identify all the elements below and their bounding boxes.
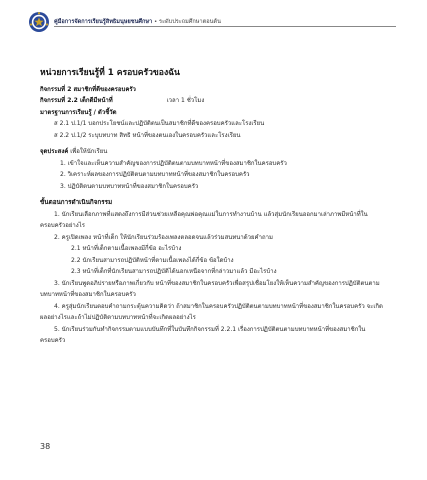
objective-intro: เพื่อให้นักเรียน: [70, 148, 108, 155]
header-subtitle: • ระดับประถมศึกษาตอนต้น: [152, 19, 221, 25]
standards-heading: มาตรฐานการเรียนรู้ / ตัวชี้วัด: [40, 108, 117, 116]
header-title: [54, 18, 221, 26]
step-item: 4. ครูสุ่มนักเรียนตอบคำถามกระตุ้นความคิดว่า ถ้าสมาชิกในครอบครัวปฏิบัติตนตามบทบาทหน้าที่ของสมาชิกในครอบครัว จะเกิดผลอย่างไรและถ้าไม่ปฏิบัติตามบทบาทหน้าที่จะเกิดผลอย่างไร: [40, 302, 383, 321]
objective-item: 3. ปฏิบัติตนตามบทบาทหน้าที่ของสมาชิกในครอบครัว: [60, 182, 199, 190]
steps-heading: ขั้นตอนการดำเนินกิจกรรม: [40, 199, 113, 206]
step-item: 3. นักเรียนพูดอภิปรายหรือภาพเกี่ยวกับ หน้าที่ของสมาชิกในครอบครัวเพื่อสรุปเชื่อมโยงให้เห็นความสำคัญของการปฏิบัติตนตามบทบาทหน้าที่ของสมาชิกในครอบครัว: [40, 279, 380, 298]
step-item: 1. นักเรียนเลือกภาพที่แสดงถึงการมีส่วนช่วยเหลือคุณพ่อคุณแม่ในการทำงานบ้าน แล้วสุ่มนักเรียนออกมาเล่าภาพมีหน้าที่ในครอบครัวอย่างไร: [40, 210, 368, 229]
activity-title: กิจกรรมที่ 2 สมาชิกที่ดีของครอบครัว: [40, 85, 136, 93]
sub-activity-title: กิจกรรมที่ 2.2 เด็กดีมีหน้าที่: [40, 97, 113, 104]
objective-row: [40, 146, 390, 158]
activity-time: เวลา 1 ชั่วโมง: [166, 97, 205, 104]
standard-item: ส 2.1 ป.1/1 บอกประโยชน์และปฏิบัติตนเป็นสมาชิกที่ดีของครอบครัวและโรงเรียน: [54, 120, 265, 127]
objective-item: 2. วิเคราะห์ผลของการปฏิบัติตนตามบทบาทหน้าที่ของสมาชิกในครอบครัว: [60, 171, 250, 178]
document-body: [40, 68, 390, 347]
step-sub-item: 2.3 หน้าที่เด็กที่นักเรียนสามารถปฏิบัติได้นอกเหนือจากที่กล่าวมาแล้ว มีอะไรบ้าง: [71, 268, 277, 275]
standard-item: ส 2.2 ป.1/2 ระบุบทบาท สิทธิ หน้าที่ของตนเองในครอบครัวและโรงเรียน: [54, 131, 241, 139]
step-item: 5. นักเรียนร่วมกันทำกิจกรรมตามแบบบันทึกที่ในบันทึกกิจกรรมที่ 2.2.1 เรื่องการปฏิบัติตนตามบทบาทหน้าที่ของสมาชิกในครอบครัว: [40, 325, 366, 344]
sub-activity-row: [40, 95, 390, 107]
objective-item: 1. เข้าใจและเห็นความสำคัญของการปฏิบัติตนตามบทบาทหน้าที่ของสมาชิกในครอบครัว: [60, 159, 287, 167]
page-number: 38: [40, 442, 51, 451]
step-sub-item: 2.1 หน้าที่เด็กตามเนื้อเพลงมีกี่ข้อ อะไรบ้าง: [71, 245, 182, 252]
unit-title: หน่วยการเรียนรู้ที่ 1 ครอบครัวของฉัน: [40, 68, 180, 78]
step-item: 2. ครูเปิดเพลง หน้าที่เด็ก ให้นักเรียนร่วมร้องเพลงตลอดจนแล้วร่วมสนทนาด้วยคำถาม: [54, 233, 273, 241]
step-sub-item: 2.2 นักเรียนสามารถปฏิบัติหน้าที่ตามเนื้อเพลงได้กี่ข้อ ข้อใดบ้าง: [71, 256, 234, 264]
header-title-main: คู่มือการจัดการเรียนรู้สิทธิมนุษยชนศึกษา: [54, 19, 153, 25]
objective-heading: จุดประสงค์: [40, 148, 69, 155]
page-header: [0, 0, 427, 42]
header-rule: [54, 26, 396, 27]
manual-emblem-icon: [28, 11, 50, 33]
